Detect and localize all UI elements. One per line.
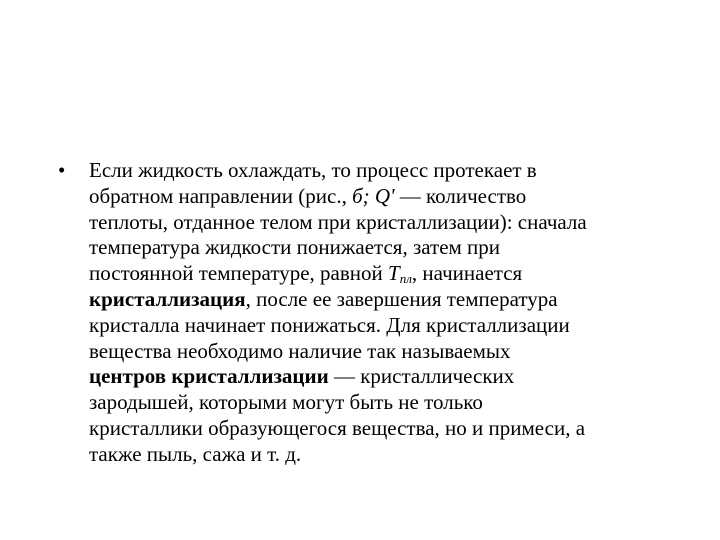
text-line <box>89 235 658 261</box>
text-line <box>89 184 658 210</box>
text-line <box>89 416 658 442</box>
bullet-paragraph <box>58 158 658 468</box>
text-line <box>89 210 658 236</box>
text-line <box>89 364 658 390</box>
text-segment: б; Q' <box>352 183 395 208</box>
text-segment: постоянной температуре, равной <box>89 261 389 286</box>
bold-term: центров кристаллизации <box>89 364 329 389</box>
paragraph-text <box>89 158 658 468</box>
text-segment: обратном направлении (рис., <box>89 183 353 208</box>
text-segment: , после ее завершения температура <box>245 286 558 311</box>
text-segment: , начинается <box>411 261 523 286</box>
text-line <box>89 313 658 339</box>
text-line <box>89 442 658 468</box>
text-segment: также пыль, сажа и т. д. <box>89 441 302 466</box>
text-segment: — кристаллических <box>328 364 515 389</box>
text-segment: кристаллики образующегося вещества, но и примеси, а <box>89 415 586 440</box>
text-segment: теплоты, отданное телом при кристаллизации): сначала <box>89 209 587 234</box>
text-segment: зародышей, которыми могут быть не только <box>89 390 483 415</box>
text-segment: кристалла начинает понижаться. Для кристаллизации <box>89 312 570 337</box>
text-segment: Если жидкость охлаждать, то процесс протекает в <box>89 158 537 182</box>
subscript-text: пл <box>399 271 412 287</box>
bold-term: кристаллизация <box>89 286 246 311</box>
text-line <box>89 287 658 313</box>
text-line <box>89 390 658 416</box>
text-line <box>89 339 658 365</box>
text-segment: температура жидкости понижается, затем при <box>89 235 501 260</box>
text-segment: T <box>388 261 400 286</box>
text-line <box>89 261 658 287</box>
bullet-marker: • <box>58 158 66 182</box>
text-segment: вещества необходимо наличие так называемых <box>89 338 511 363</box>
text-segment: — количество <box>394 183 527 208</box>
text-line <box>89 158 658 184</box>
